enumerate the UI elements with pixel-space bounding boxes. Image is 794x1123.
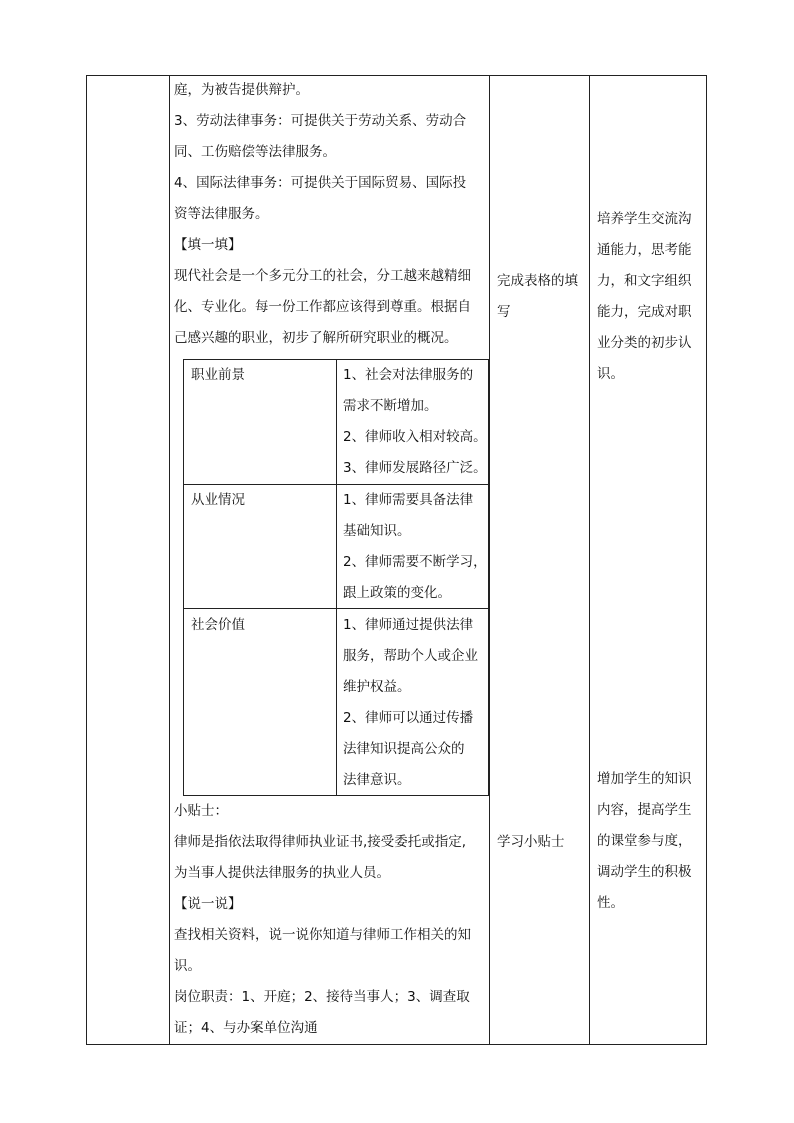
value-line: 跟上政策的变化。 — [343, 585, 451, 601]
text-line: 识。 — [174, 958, 201, 974]
text-line: 查找相关资料，说一说你知道与律师工作相关的知 — [174, 927, 471, 943]
goal-line: 调动学生的积极 — [597, 864, 692, 880]
text-line: 证；4、与办案单位沟通 — [174, 1020, 318, 1036]
design-goal-1 — [597, 204, 703, 390]
text-line: 3、劳动法律事务：可提供关于劳动关系、劳动合 — [174, 113, 467, 129]
text-line: 律师是指依法取得律师执业证书,接受委托或指定, — [174, 834, 467, 850]
value-line: 2、律师需要不断学习， — [343, 554, 487, 570]
student-activity-2 — [497, 827, 589, 858]
text-line: 资等法律服务。 — [174, 206, 269, 222]
value-line: 需求不断增加。 — [343, 398, 438, 414]
value-line: 基础知识。 — [343, 523, 411, 539]
activity-line: 完成表格的填 — [497, 273, 578, 289]
text-line: 为当事人提供法律服务的执业人员。 — [174, 865, 390, 881]
table-divider — [336, 360, 337, 795]
value-line: 1、社会对法律服务的 — [343, 367, 474, 383]
column-divider — [589, 76, 590, 1044]
student-activity-1 — [497, 266, 589, 328]
value-line: 法律知识提高公众的 — [343, 741, 465, 757]
career-overview-table — [183, 359, 489, 796]
goal-line: 内容，提高学生 — [597, 802, 692, 818]
activity-line: 学习小贴士 — [497, 834, 565, 850]
goal-line: 能力，完成对职 — [597, 304, 692, 320]
value-line: 维护权益。 — [343, 679, 411, 695]
value-line: 服务，帮助个人或企业 — [343, 648, 478, 664]
tip-heading: 小贴士： — [174, 803, 228, 819]
goal-line: 力，和文字组织 — [597, 273, 692, 289]
text-line: 化、专业化。每一份工作都应该得到尊重。根据自 — [174, 299, 471, 315]
text-line: 己感兴趣的职业，初步了解所研究职业的概况。 — [174, 330, 458, 346]
goal-line: 通能力，思考能 — [597, 242, 692, 258]
row-key-employment: 从业情况 — [191, 492, 245, 508]
goal-line: 性。 — [597, 895, 624, 911]
value-line: 2、律师可以通过传播 — [343, 710, 474, 726]
row-value-social-value — [343, 610, 488, 796]
value-line: 2、律师收入相对较高。 — [343, 429, 487, 445]
value-line: 法律意识。 — [343, 772, 411, 788]
row-value-employment — [343, 485, 488, 609]
goal-line: 业分类的初步认 — [597, 335, 692, 351]
row-value-prospect — [343, 360, 488, 484]
goal-line: 识。 — [597, 366, 624, 382]
value-line: 3、律师发展路径广泛。 — [343, 460, 487, 476]
text-line: 现代社会是一个多元分工的社会，分工越来越精细 — [174, 268, 471, 284]
value-line: 1、律师需要具备法律 — [343, 492, 474, 508]
row-key-prospect: 职业前景 — [191, 367, 245, 383]
goal-line: 增加学生的知识 — [597, 771, 692, 787]
column-divider — [169, 76, 170, 1044]
goal-line: 培养学生交流沟 — [597, 211, 692, 227]
text-line: 庭，为被告提供辩护。 — [174, 82, 309, 98]
design-goal-2 — [597, 764, 703, 919]
section-heading-fill: 【填一填】 — [174, 237, 242, 253]
lesson-table — [86, 75, 707, 1045]
section-heading-say: 【说一说】 — [174, 896, 242, 912]
activity-line: 写 — [497, 304, 511, 320]
goal-line: 的课堂参与度， — [597, 833, 692, 849]
text-line: 4、国际法律事务：可提供关于国际贸易、国际投 — [174, 175, 467, 191]
row-key-social-value: 社会价值 — [191, 617, 245, 633]
value-line: 1、律师通过提供法律 — [343, 617, 474, 633]
text-line: 岗位职责：1、开庭；2、接待当事人；3、调查取 — [174, 989, 470, 1005]
text-line: 同、工伤赔偿等法律服务。 — [174, 144, 336, 160]
